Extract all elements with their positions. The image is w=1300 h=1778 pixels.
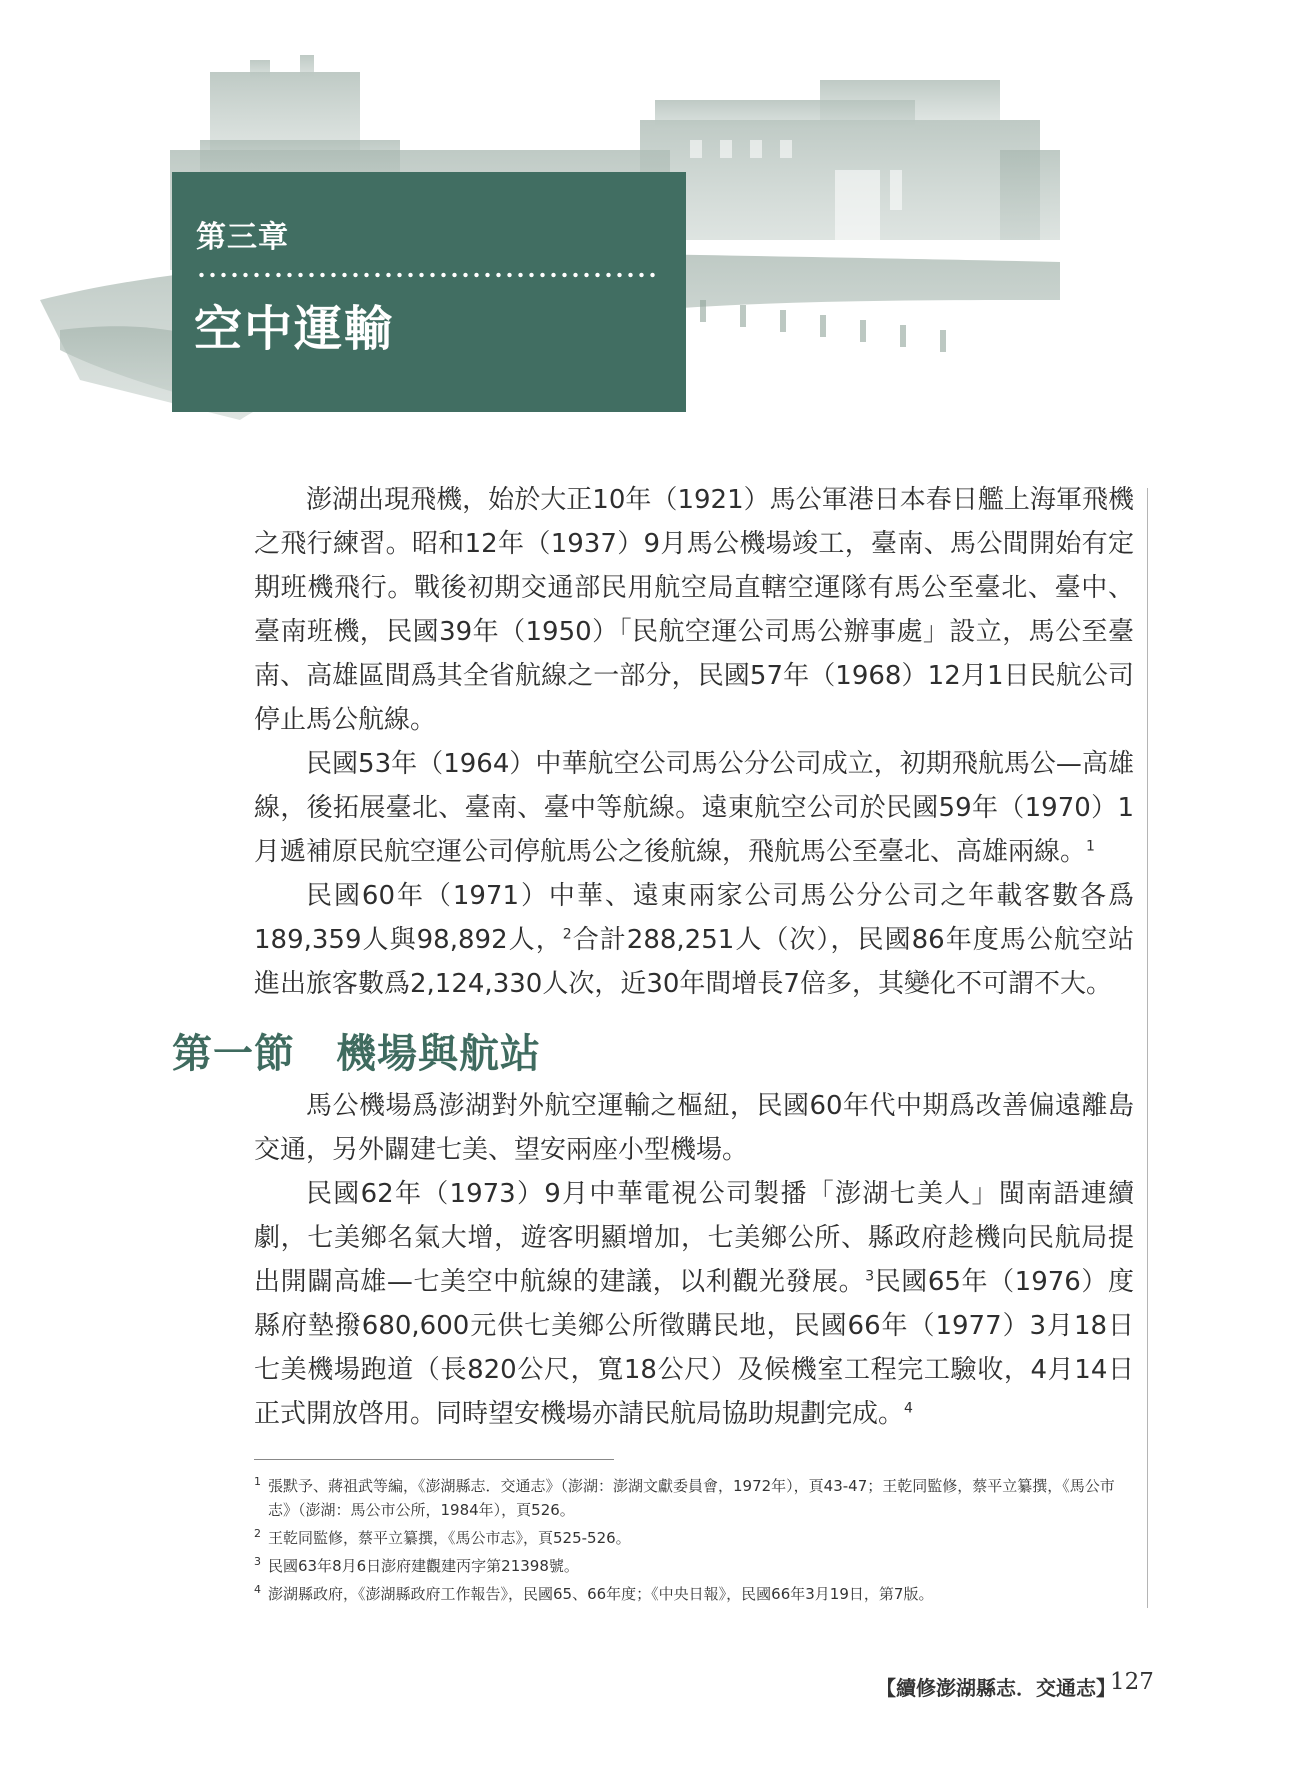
dotted-divider (196, 272, 658, 278)
footnote-ref[interactable]: 1 (1086, 838, 1095, 855)
paragraph-text: 民國62年（1973）9月中華電視公司製播「澎湖七美人」閩南語連續劇，七美鄉名氣大增，遊客明顯增加，七美鄉公所、縣政府趁機向民航局提出開闢高雄—七美空中航線的建議，以利觀光發展。 (254, 1179, 1134, 1297)
footnote: 4 澎湖縣政府，《澎湖縣政府工作報告》，民國65、66年度；《中央日報》，民國66年3月19日，第7版。 (254, 1583, 934, 1603)
footnote-text: 張默予、蔣祖武等編，《澎湖縣志．交通志》（澎湖：澎湖文獻委員會，1972年），頁43-47；王乾同監修，蔡平立纂撰，《馬公市志》（澎湖：馬公市公所，1984年），頁526。 (268, 1477, 1115, 1519)
footnotes (254, 1474, 1134, 1610)
footnote-text: 民國63年8月6日澎府建觀建丙字第21398號。 (268, 1557, 579, 1575)
paragraph (254, 478, 1134, 742)
footnote-ref[interactable]: 2 (562, 926, 572, 943)
chapter-title: 空中運輸 (194, 301, 395, 357)
running-footer: 【續修澎湖縣志．交通志】 (876, 1676, 1116, 1700)
paragraph-text: 澎湖出現飛機，始於大正10年（1921）馬公軍港日本春日艦上海軍飛機之飛行練習。昭和12年（1937）9月馬公機場竣工，臺南、馬公間開始有定期班機飛行。戰後初期交通部民用航空局直轄空運隊有馬公至臺北、臺中、臺南班機，民國39年（1950）「民航空運公司馬公辦事處」設立，馬公至臺南、高雄區間爲其全省航線之一部分，民國57年（1968）12月1日民航公司停止馬公航線。 (254, 485, 1134, 735)
footnote-text: 澎湖縣政府，《澎湖縣政府工作報告》，民國65、66年度；《中央日報》，民國66年3月19日，第7版。 (268, 1585, 934, 1603)
footnote: 3 民國63年8月6日澎府建觀建丙字第21398號。 (254, 1555, 579, 1575)
page-number: 127 (1110, 1669, 1154, 1695)
footnote-divider (254, 1459, 614, 1460)
paragraph-text: 民國53年（1964）中華航空公司馬公分公司成立，初期飛航馬公—高雄線，後拓展臺北、臺南、臺中等航線。遠東航空公司於民國59年（1970）1月遞補原民航空運公司停航馬公之後航線，飛航馬公至臺北、高雄兩線。 (254, 749, 1134, 867)
footnote-ref[interactable]: 3 (865, 1268, 875, 1285)
paragraph (254, 742, 1134, 874)
paragraph-text: 馬公機場爲澎湖對外航空運輸之樞紐，民國60年代中期爲改善偏遠離島交通，另外闢建七美、望安兩座小型機場。 (254, 1091, 1134, 1165)
paragraph-text: 民國65年（1976）度縣府墊撥680,600元供七美鄉公所徵購民地，民國66年（1977）3月18日七美機場跑道（長820公尺，寬18公尺）及候機室工程完工驗收，4月14日正式開放啓用。同時望安機場亦請民航局協助規劃完成。 (254, 1267, 1134, 1429)
section-heading: 第一節 機場與航站 (172, 1031, 541, 1077)
paragraph-text: 合計288,251人（次），民國86年度馬公航空站進出旅客數爲2,124,330人次，近30年間增長7倍多，其變化不可謂不大。 (254, 925, 1134, 999)
paragraph (254, 1172, 1134, 1436)
chapter-title-box (172, 172, 686, 412)
paragraph-text: 民國60年（1971）中華、遠東兩家公司馬公分公司之年載客數各爲189,359人與98,892人， (254, 881, 1134, 955)
paragraph (254, 1084, 1134, 1172)
footnote: 1 張默予、蔣祖武等編，《澎湖縣志．交通志》（澎湖：澎湖文獻委員會，1972年），頁43-47；王乾同監修，蔡平立纂撰，《馬公市志》（澎湖：馬公市公所，1984年），頁526。 (254, 1475, 1115, 1519)
chapter-number: 第三章 (196, 220, 289, 255)
footnote: 2 王乾同監修，蔡平立纂撰，《馬公市志》，頁525-526。 (254, 1527, 631, 1547)
margin-rule (1147, 488, 1148, 1608)
section-text (254, 1084, 1134, 1436)
paragraph (254, 874, 1134, 1006)
intro-text (254, 478, 1134, 1006)
footnote-text: 王乾同監修，蔡平立纂撰，《馬公市志》，頁525-526。 (268, 1529, 631, 1547)
footnote-ref[interactable]: 4 (904, 1400, 913, 1417)
